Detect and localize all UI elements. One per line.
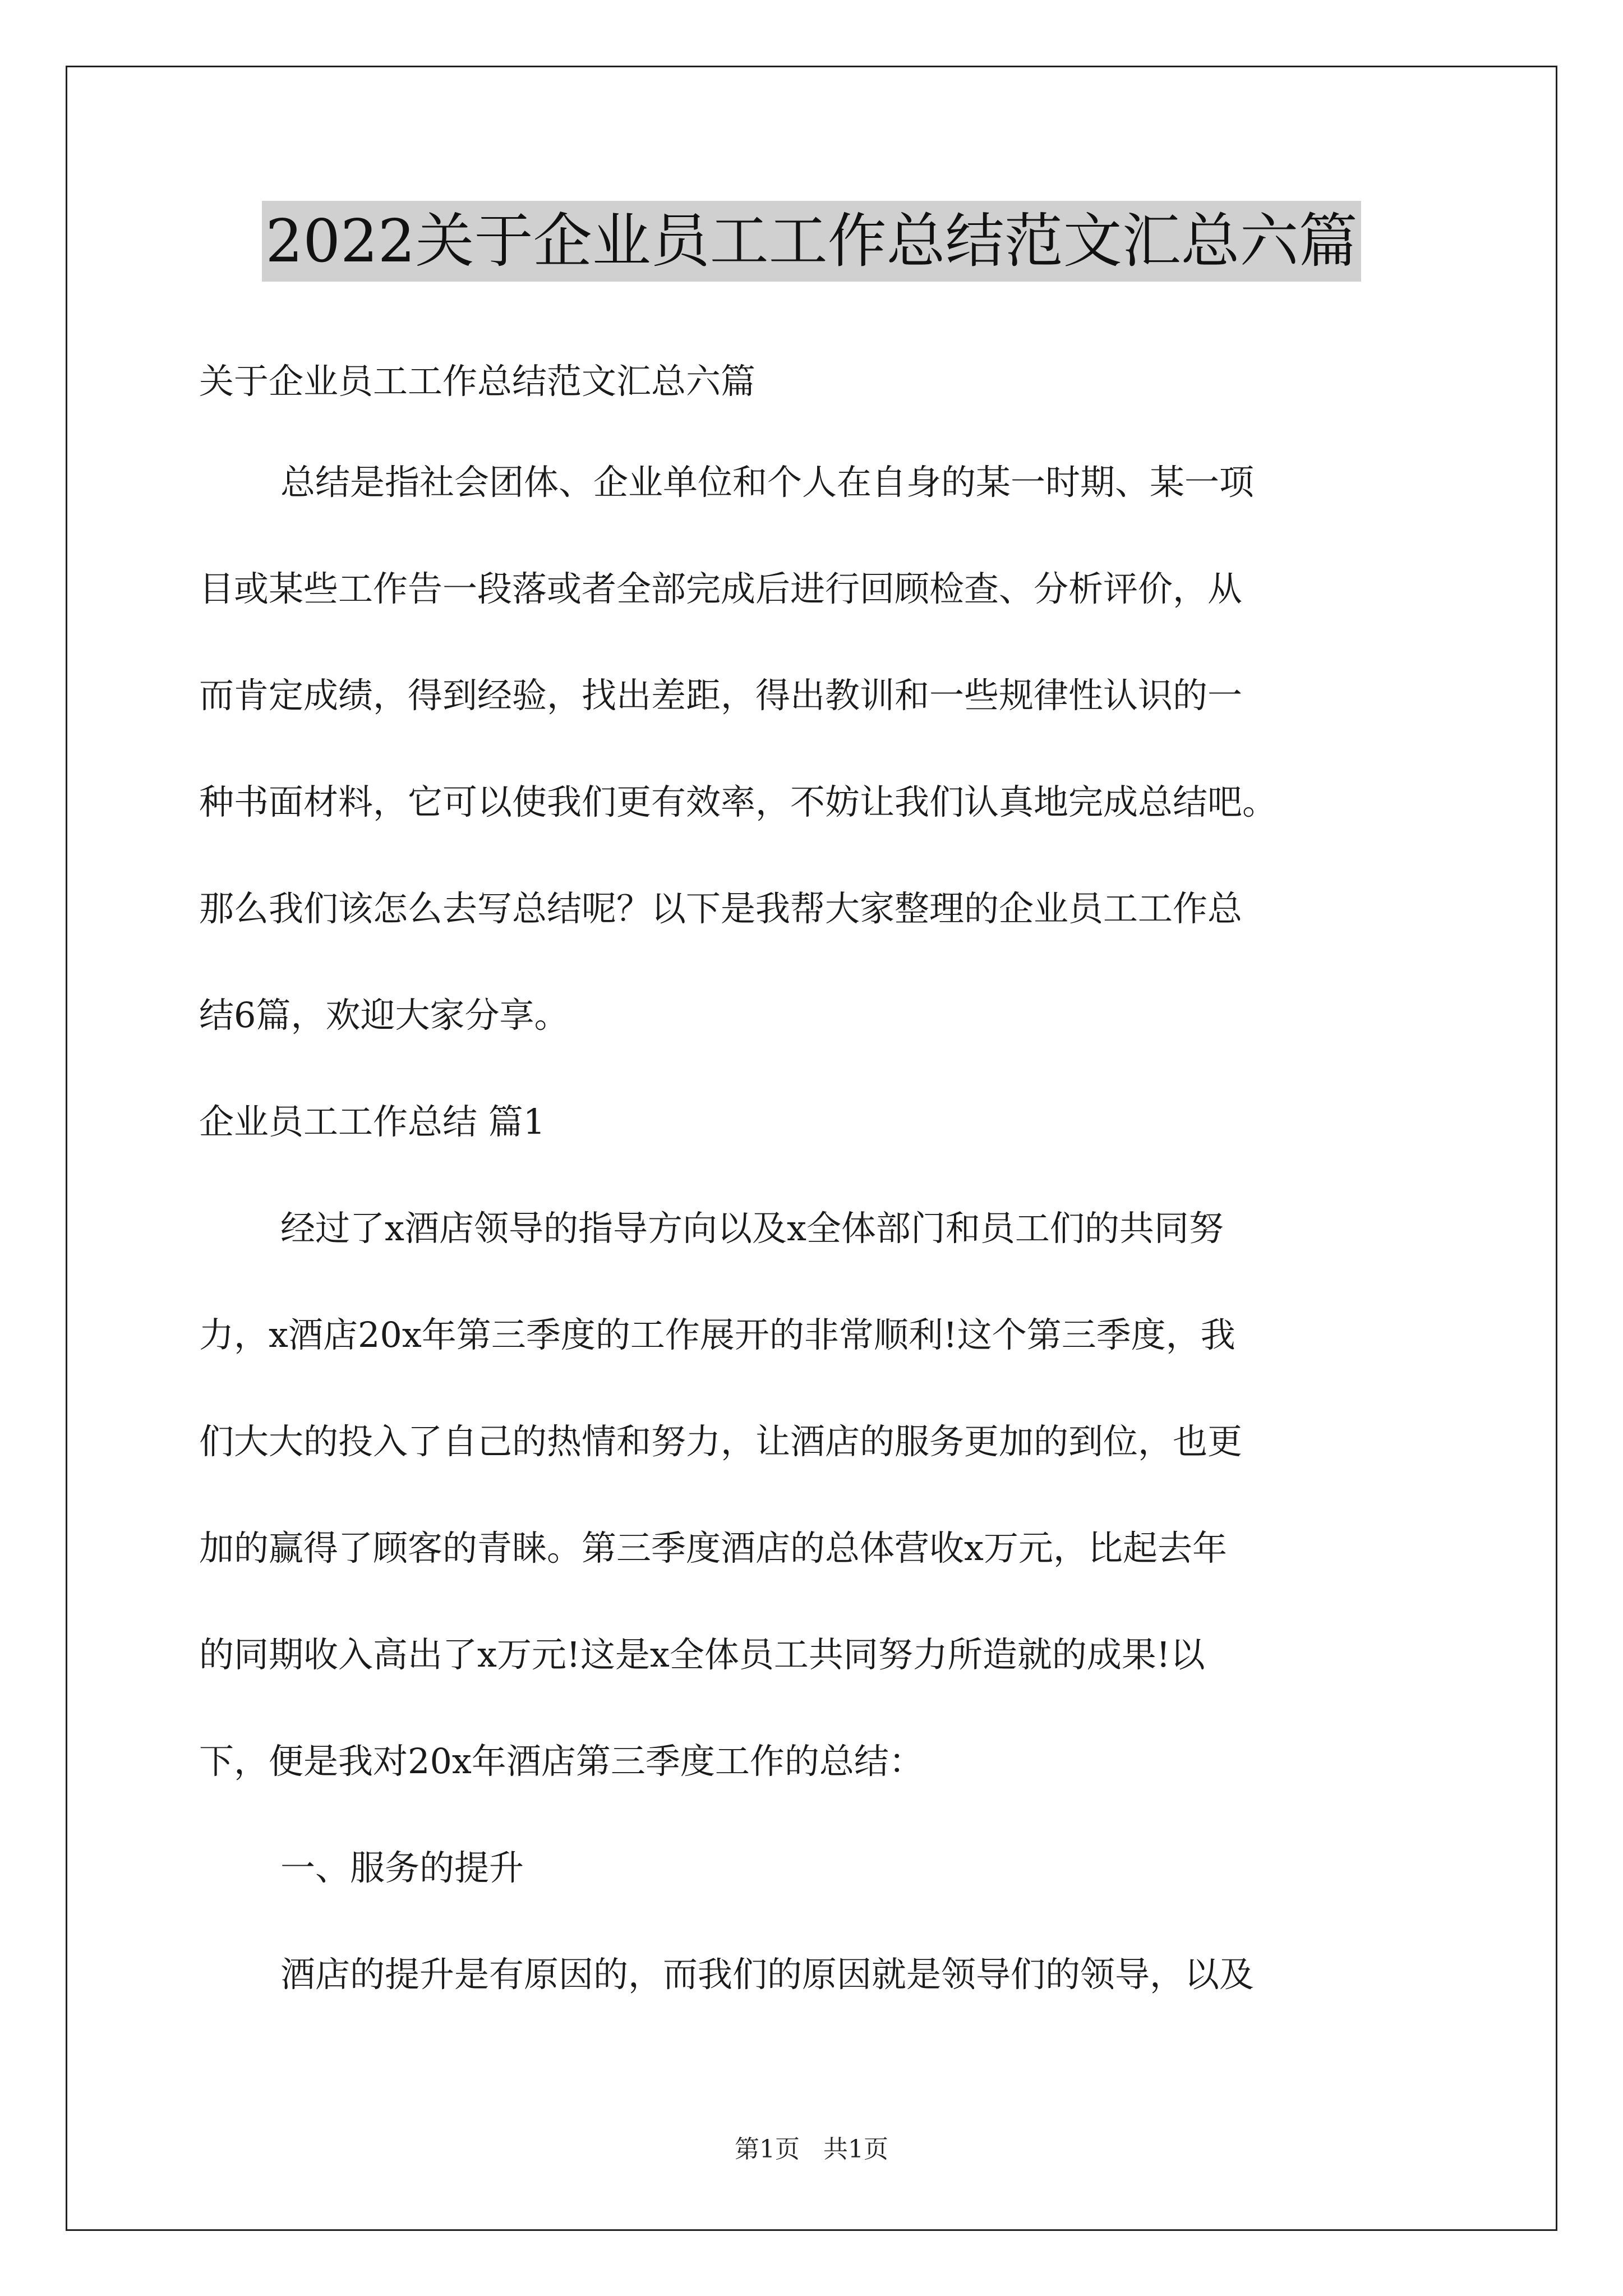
page-number-footer: 第1页 共1页 xyxy=(735,2135,888,2164)
intro-line: 目或某些工作告一段落或者全部完成后进行回顾检查、分析评价，从 xyxy=(199,568,1243,609)
body-line: 经过了x酒店领导的指导方向以及x全体部门和员工们的共同努 xyxy=(280,1208,1224,1249)
body-line: 们大大的投入了自己的热情和努力，让酒店的服务更加的到位，也更 xyxy=(199,1421,1243,1462)
intro-line: 结6篇，欢迎大家分享。 xyxy=(199,995,569,1036)
body-line-last: 酒店的提升是有原因的，而我们的原因就是领导们的领导，以及 xyxy=(280,1954,1255,1995)
intro-line: 总结是指社会团体、企业单位和个人在自身的某一时期、某一项 xyxy=(280,462,1255,503)
document-subtitle: 关于企业员工工作总结范文汇总六篇 xyxy=(199,361,756,402)
body-line: 加的赢得了顾客的青睐。第三季度酒店的总体营收x万元，比起去年 xyxy=(199,1527,1227,1568)
section-heading: 企业员工工作总结 篇1 xyxy=(199,1101,546,1142)
intro-line: 种书面材料，它可以使我们更有效率，不妨让我们认真地完成总结吧。 xyxy=(199,781,1278,822)
title-container xyxy=(0,201,1623,282)
intro-line: 而肯定成绩，得到经验，找出差距，得出教训和一些规律性认识的一 xyxy=(199,675,1243,716)
body-line: 力，x酒店20x年第三季度的工作展开的非常顺利!这个第三季度，我 xyxy=(199,1314,1235,1355)
body-line: 下，便是我对20x年酒店第三季度工作的总结： xyxy=(199,1741,924,1782)
intro-line: 那么我们该怎么去写总结呢？以下是我帮大家整理的企业员工工作总 xyxy=(199,888,1243,929)
subheading: 一、服务的提升 xyxy=(280,1847,524,1888)
body-line: 的同期收入高出了x万元!这是x全体员工共同努力所造就的成果!以 xyxy=(199,1634,1205,1675)
document-title: 2022关于企业员工工作总结范文汇总六篇 xyxy=(262,201,1361,282)
